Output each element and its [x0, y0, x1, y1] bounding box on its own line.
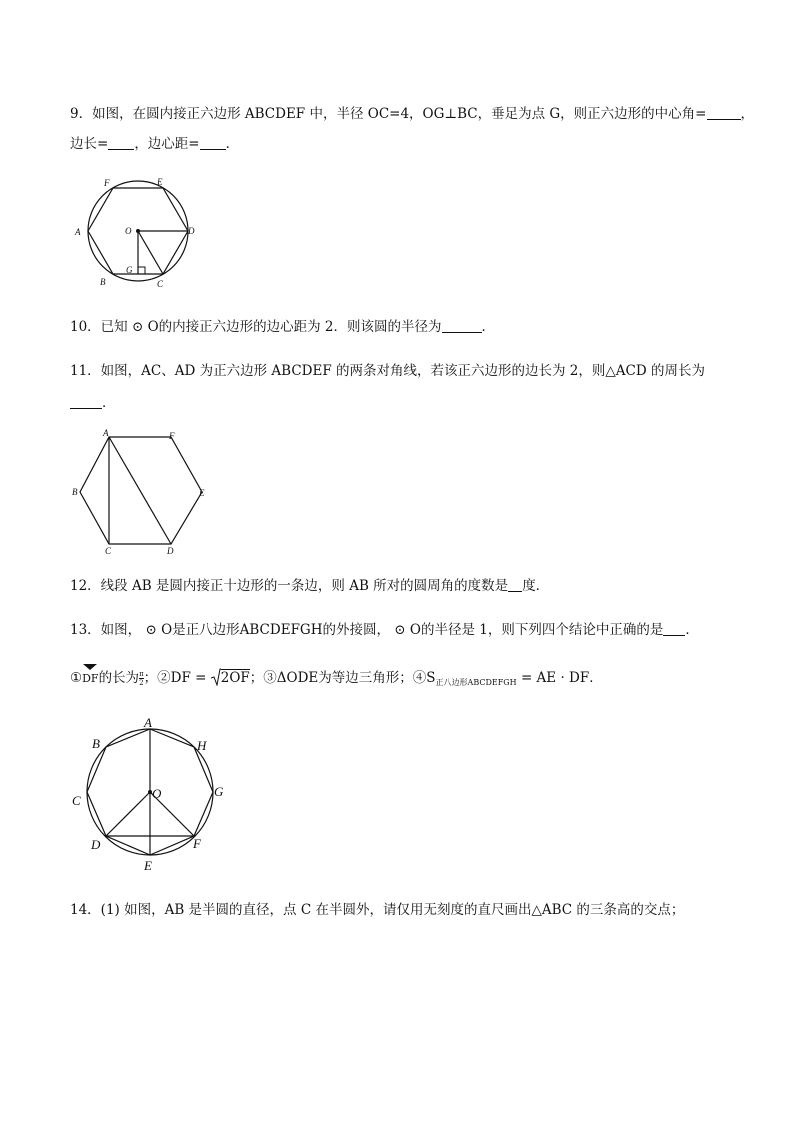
q13-label-B: B: [92, 736, 100, 751]
q11-diagonal-AD: [109, 437, 171, 544]
q11-blank[interactable]: [70, 394, 102, 409]
q13-segment-OD: [106, 792, 150, 836]
q13-label-C: C: [72, 793, 81, 808]
q10-blank[interactable]: [442, 318, 482, 333]
q9-blank-angle[interactable]: [707, 105, 741, 120]
q9-blank-side[interactable]: [108, 135, 134, 150]
q13-line1: 13．如图， ⊙ O是正八边形ABCDEFGH的外接圆， ⊙ O的半径是 1，则下列四个结论中正确的是 ．: [70, 622, 699, 638]
q14-line: 14．(1) 如图，AB 是半圆的直径，点 C 在半圆外，请仅用无刻度的直尺画出△ABC 的三条高的交点；: [70, 902, 685, 918]
q13-figure: [70, 712, 230, 877]
q9-label-A: A: [75, 227, 81, 237]
q13-label-O: O: [152, 786, 162, 801]
q13-arc-DF: DF: [82, 669, 98, 689]
q13-label-E: E: [144, 858, 152, 873]
q10-line: 10．已知 ⊙ O的内接正六边形的边心距为 2．则该圆的半径为 ．: [70, 319, 496, 335]
q9-label-C: C: [157, 279, 164, 289]
q13-label-D: D: [91, 837, 101, 852]
q12-blank[interactable]: [508, 577, 522, 592]
q11-label-D: D: [167, 546, 174, 556]
q9-label-B: B: [100, 277, 106, 287]
q9-line2: 边长= ，边心距= ．: [70, 136, 240, 152]
q11-label-E: E: [199, 488, 205, 498]
q9-label-F: F: [104, 178, 110, 188]
q11-hexagon: [80, 437, 202, 544]
q13-fraction: $\frac{\pi}{2}$: [139, 670, 144, 687]
q13-label-A: A: [144, 715, 152, 730]
q11-figure: [70, 428, 215, 558]
q13-blank[interactable]: [663, 621, 685, 636]
q13-sqrt: 2OF: [211, 668, 250, 688]
q12-line: 12．线段 AB 是圆内接正十边形的一条边，则 AB 所对的圆周角的度数是 度．: [70, 578, 550, 594]
q9-label-E: E: [157, 177, 163, 187]
q11-line1: 11．如图，AC、AD 为正六边形 ABCDEF 的两条对角线，若该正六边形的边长为 2，则△ACD 的周长为: [70, 363, 705, 379]
q11-label-B: B: [72, 487, 78, 497]
q11-label-F: F: [169, 431, 175, 441]
q11-label-A: A: [103, 428, 109, 438]
q11-label-C: C: [105, 546, 112, 556]
q11-line2: ．: [70, 393, 116, 413]
q9-line1: 9．如图，在圆内接正六边形 ABCDEF 中，半径 OC=4，OG⊥BC，垂足为点 G，则正六边形的中心角= ，: [70, 106, 754, 122]
q9-right-angle-mark: [138, 267, 145, 274]
q9-segment-OC: [138, 231, 163, 274]
q13-label-G: G: [214, 784, 224, 799]
q13-options: ① DF的长为 $\frac{\pi}{2}$ ；②DF = 2OF；③ΔODE为等边三角形；$④S_{正八边形ABCDEFGH}$ = AE · DF．: [70, 668, 603, 693]
q9-blank-apothem[interactable]: [200, 135, 226, 150]
q9-label-D: D: [188, 226, 195, 236]
q9-figure: [70, 170, 210, 292]
q9-label-G: G: [126, 265, 133, 275]
q9-label-O: O: [125, 226, 132, 236]
q9-center-dot: [136, 229, 140, 233]
q13-label-F: F: [193, 836, 201, 851]
q13-label-H: H: [197, 738, 207, 753]
